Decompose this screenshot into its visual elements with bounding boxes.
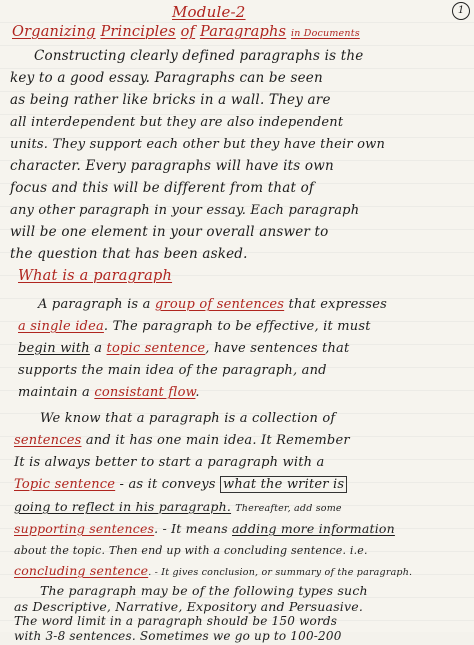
intro-line: as being rather like bricks in a wall. They are	[10, 92, 331, 108]
intro-line: the question that has been asked.	[10, 246, 248, 262]
section-heading: What is a paragraph	[18, 268, 173, 284]
para1-line: begin with a topic sentence, have sentences that	[18, 341, 350, 356]
para2-line: It is always better to start a paragraph with a	[14, 455, 325, 470]
title-word: in Documents	[291, 28, 360, 39]
para2-line: going to reflect in his paragraph. Thereafter, add some	[14, 499, 342, 514]
title-word: Organizing	[12, 24, 96, 40]
title-word: Principles	[100, 24, 176, 40]
para2-line: Topic sentence - as it conveys what the writer is	[14, 476, 347, 493]
para2-line: supporting sentences. - It means adding more information	[14, 521, 395, 536]
intro-line: any other paragraph in your essay. Each paragraph	[10, 203, 360, 218]
intro-line: Constructing clearly defined paragraphs is the	[34, 48, 364, 64]
intro-line: will be one element in your overall answer to	[10, 224, 329, 240]
para1-line: maintain a consistant flow.	[18, 385, 200, 400]
para3-line: as Descriptive, Narrative, Expository and Persuasive.	[14, 599, 364, 614]
intro-line: focus and this will be different from that of	[10, 180, 315, 196]
module-title: Module-2	[172, 3, 246, 21]
para2-line: about the topic. Then end up with a concluding sentence. i.e.	[14, 544, 368, 557]
para1-line: A paragraph is a group of sentences that expresses	[38, 297, 387, 312]
para3-line: The paragraph may be of the following types such	[40, 583, 368, 598]
intro-line: all interdependent but they are also independent	[10, 115, 344, 130]
intro-line: units. They support each other but they have their own	[10, 137, 386, 152]
para2-line: concluding sentence. - It gives conclusion, or summary of the paragraph.	[14, 563, 413, 578]
para1-line: a single idea. The paragraph to be effective, it must	[18, 319, 371, 334]
title-word: of	[180, 24, 196, 40]
para3-line: with 3-8 sentences. Sometimes we go up to 100-200	[14, 629, 342, 643]
page-title	[12, 24, 360, 42]
intro-line: key to a good essay. Paragraphs can be seen	[10, 70, 323, 86]
para2-line: We know that a paragraph is a collection of	[40, 411, 336, 426]
para2-line: sentences and it has one main idea. It Remember	[14, 433, 350, 448]
para3-line: The word limit in a paragraph should be 150 words	[14, 614, 338, 628]
page-number: 1	[452, 2, 470, 20]
intro-line: character. Every paragraphs will have its own	[10, 158, 334, 174]
para1-line: supports the main idea of the paragraph, and	[18, 363, 327, 378]
title-word: Paragraphs	[199, 24, 287, 40]
